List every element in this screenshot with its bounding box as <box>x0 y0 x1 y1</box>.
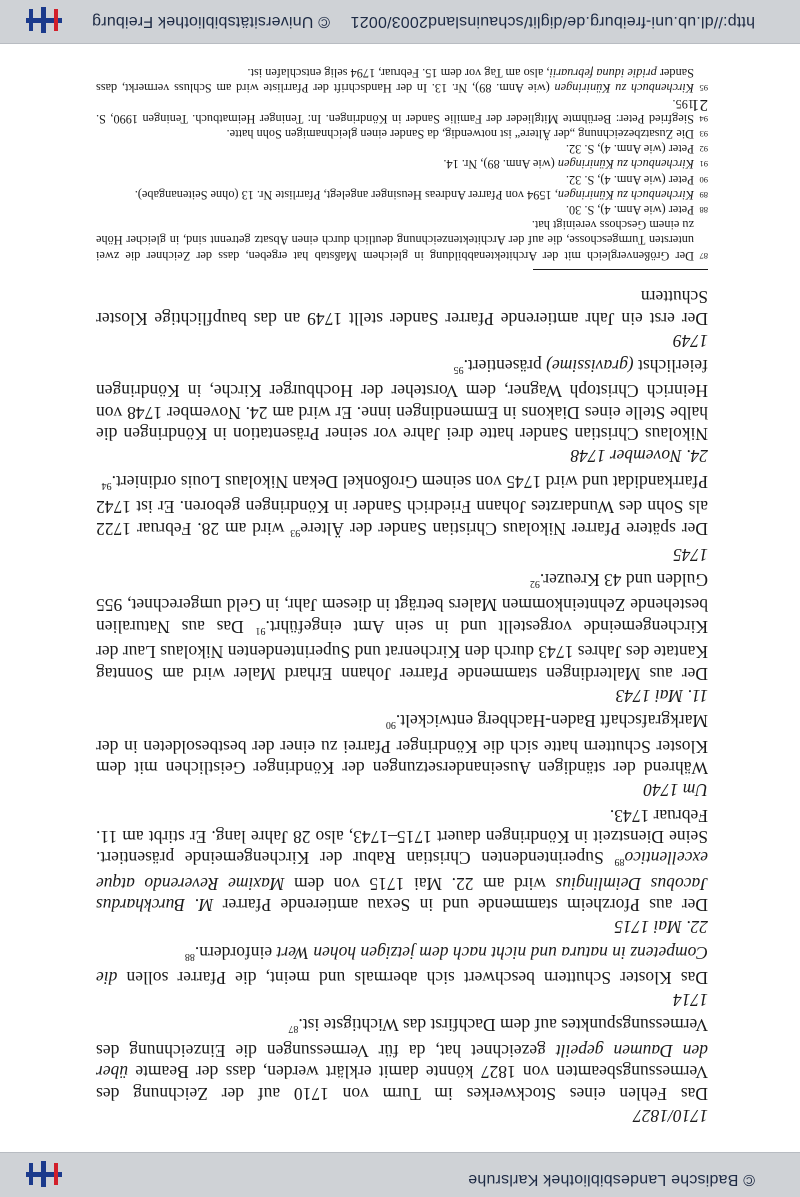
source-url[interactable]: http://dl.ub.uni-freiburg.de/diglit/schauinsland2003/0021 <box>350 13 755 30</box>
entry-heading: 1714 <box>673 990 708 1011</box>
footnote-text: Kirchenbuch zu Küniringen (wie Anm. 89), Nr. 13. In der Handschrift der Pfarrliste wird am Schluss vermerkt, dass Sander pridie iduna februarii, also am Tag vor dem 15. Februar, 1794 selig entschlafen ist. <box>96 66 694 96</box>
copyright-notice-ub: © Universitätsbibliothek Freiburg <box>91 13 330 30</box>
footnote-text: Der Größenvergleich mit der Architektenabbildung in gleichem Maßstab hat ergeben, dass der Zeichner die zwei untersten Turmgeschosse, die auf der Architektenzeichnung deutlich durch einen Absatz getrennt sind, in gleicher Höhe zu einem Geschoss vereinigt hat. <box>96 218 694 263</box>
footnote <box>96 126 708 141</box>
footnote-text: Kirchenbuch zu Küniringen, 1594 von Pfarrer Andreas Heusinger angelegt, Pfarrliste Nr. 13 (ohne Seitenangabe). <box>134 187 694 202</box>
footnote-text: Die Zusatzbezeichnung „der Ältere“ ist notwendig, da Sander einen gleichnamigen Sohn hatte. <box>226 126 694 141</box>
footnote-number: 90 <box>699 174 708 185</box>
footnote <box>96 156 708 171</box>
footnote-number: 89 <box>699 189 708 200</box>
footnote-text: Kirchenbuch zu Küniringen (wie Anm. 89), Nr. 14. <box>443 157 694 172</box>
university-logo-icon <box>26 7 62 33</box>
entry-paragraph: Der spätere Pfarrer Nikolaus Christian Sander der Ältere$^{93}$ wird am 28. Februar 1722 als Sohn des Wundarztes Johann Friedrich Sander in Köndringen geboren. Er ist 1742 Pfarrkandidat und wird 1745 von seinem Großonkel Dekan Nikolaus Louis ordiniert.$^{94}$ <box>96 471 708 539</box>
entry-heading: 1749 <box>673 330 708 351</box>
footnote-text: Siegfried Peter: Berühmte Mitglieder der Familie Sander in Köndringen. In: Teninger Heimatbuch. Teningen 1990, S. 195. <box>96 96 694 126</box>
footnotes <box>96 65 708 263</box>
footnote <box>96 202 708 217</box>
footnote-separator <box>533 269 708 270</box>
footnote-number: 92 <box>699 144 708 155</box>
footnote <box>96 95 708 125</box>
entry-paragraph: Das Fehlen eines Stockwerkes im Turm von 1710 auf der Zeichnung des Vermessungsbeamten von 1827 könnte damit erklärt werden, dass der Beamte über den Daumen gepeilt gezeichnet hat, da für Vermessungen die Einzeichnung des Vermessungspunktes auf dem Dachfirst das Wichtigste ist.$^{87}$ <box>95 1015 708 1104</box>
page-number: 21 <box>691 96 708 115</box>
footnote-number: 88 <box>699 204 708 215</box>
footnote <box>96 217 708 263</box>
library-logo-icon <box>26 1161 62 1187</box>
footnote <box>96 65 708 95</box>
entry-heading: 24. November 1748 <box>570 446 708 467</box>
footnote-text: Peter (wie Anm. 4), S. 32. <box>565 172 694 187</box>
entry-heading: 1745 <box>673 544 708 565</box>
footnote <box>96 171 708 186</box>
entry-paragraph: Der aus Malterdingen stammende Pfarrer Johann Erhard Maler wird am Sonntag Kantate des Jahres 1743 durch den Kirchenrat und Superintendenten Nikolaus Laur der Kirchengemeinde vorgestellt und in sein Amt eingeführt.$^{91}$ Das aus Naturalien bestehende Zehnteinkommen Malers beträgt in diesem Jahr, in Geld umgerechnet, 955 Gulden und 43 Kreuzer.$^{92}$ <box>96 570 708 684</box>
entry-paragraph: Der aus Pforzheim stammende und in Sexau amtierende Pfarrer M. Burckhardus Jacobus Deimlingius wird am 22. Mai 1715 von dem Maxime Reverendo atque excellentico$^{89}$ Superintendenten Christian Rabur der Kirchengemeinde präsentiert. Seine Dienstzeit in Köndringen dauert 1715–1743, also 28 Jahre lang. Er stirbt am 11. Februar 1743. <box>96 805 708 916</box>
viewer-header-bar <box>0 1152 800 1197</box>
chronicle-entries <box>96 286 708 1127</box>
entry-paragraph: Nikolaus Christian Sander hatte drei Jahre vor seiner Präsentation in Köndringen die halbe Stelle eines Diakons in Emmendingen inne. Er wird am 24. November 1748 von Heinrich Christoph Wagner, dem Vorsteher der Hochburger Kirche, in Köndringen feierlichst (gravissime) präsentiert.$^{95}$ <box>96 356 708 445</box>
entry-paragraph: Der erst ein Jahr amtierende Pfarrer Sander stellt 1749 an das baupflichtige Kloster Schuttern <box>96 287 708 329</box>
footnote <box>96 187 708 202</box>
entry-heading: Um 1740 <box>643 780 708 801</box>
footnote-number: 87 <box>699 250 708 261</box>
entry-heading: 11. Mai 1743 <box>615 685 708 706</box>
entry-heading: 1710/1827 <box>633 1106 708 1126</box>
entry-paragraph: Das Kloster Schuttern beschwert sich abermals und meint, die Pfarrer sollen die Competenz in natura und nicht nach dem jetzigen hohen Wert einfordern.$^{88}$ <box>96 942 708 989</box>
footnote <box>96 141 708 156</box>
entry-paragraph: Während der ständigen Auseinandersetzungen der Köndringer Geistlichen mit dem Kloster Schuttern hatte sich die Köndringer Pfarrei zu einer der bestbesoldeten in der Markgrafschaft Baden-Hachberg entwickelt.$^{90}$ <box>96 711 708 779</box>
footnote-text: Peter (wie Anm. 4), S. 32. <box>565 142 694 157</box>
document-body <box>96 65 708 1127</box>
footnote-text: Peter (wie Anm. 4), S. 30. <box>565 202 694 217</box>
footnote-number: 95 <box>699 83 708 94</box>
footnote-number: 93 <box>699 128 708 139</box>
copyright-notice: © Badische Landesbibliothek Karlsruhe <box>468 1171 755 1188</box>
footnote-number: 94 <box>699 113 708 124</box>
viewer-footer-bar <box>0 0 800 44</box>
entry-heading: 22. Mai 1715 <box>614 917 708 938</box>
footnote-number: 91 <box>699 159 708 170</box>
